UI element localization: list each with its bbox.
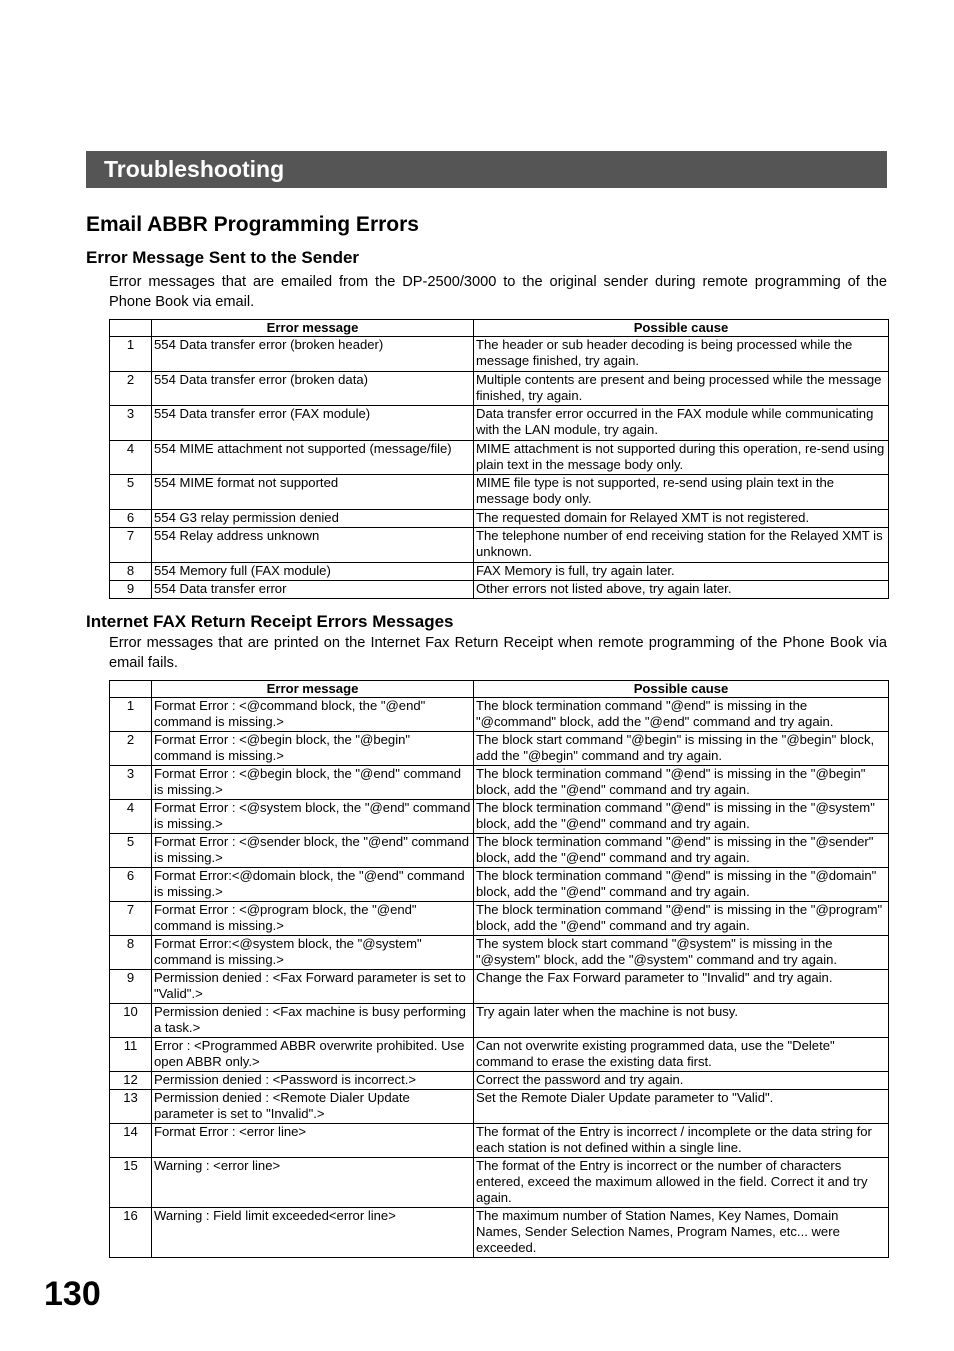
receipt-heading: Internet FAX Return Receipt Errors Messages [86, 612, 454, 631]
possible-cause-cell: The block start command "@begin" is missing in the "@begin" block, add the "@begin" command and try again. [474, 732, 889, 766]
row-number: 8 [110, 936, 152, 970]
sender-heading: Error Message Sent to the Sender [86, 248, 360, 267]
sender-error-table [109, 319, 889, 599]
row-number: 2 [110, 372, 152, 406]
error-message-cell: 554 Data transfer error (broken header) [152, 337, 474, 372]
possible-cause-cell: The telephone number of end receiving station for the Relayed XMT is unknown. [474, 528, 889, 563]
error-message-cell: Format Error : <@begin block, the "@end" command is missing.> [152, 766, 474, 800]
header-num [110, 320, 152, 337]
error-message-cell: 554 Memory full (FAX module) [152, 563, 474, 581]
table-row [110, 902, 889, 936]
table-row [110, 563, 889, 581]
error-message-cell: Permission denied : <Remote Dialer Update parameter is set to "Invalid".> [152, 1090, 474, 1124]
row-number: 14 [110, 1124, 152, 1158]
table-row [110, 1124, 889, 1158]
error-message-cell: 554 G3 relay permission denied [152, 510, 474, 528]
possible-cause-cell: The block termination command "@end" is missing in the "@domain" block, add the "@end" command and try again. [474, 868, 889, 902]
possible-cause-cell: Correct the password and try again. [474, 1072, 889, 1090]
possible-cause-cell: The requested domain for Relayed XMT is not registered. [474, 510, 889, 528]
error-message-cell: 554 Data transfer error (broken data) [152, 372, 474, 406]
section-banner: Troubleshooting [86, 151, 887, 188]
possible-cause-cell: Data transfer error occurred in the FAX module while communicating with the LAN module, try again. [474, 406, 889, 441]
possible-cause-cell: The header or sub header decoding is being processed while the message finished, try again. [474, 337, 889, 372]
row-number: 12 [110, 1072, 152, 1090]
row-number: 7 [110, 902, 152, 936]
possible-cause-cell: The maximum number of Station Names, Key Names, Domain Names, Sender Selection Names, Program Names, etc... were exceeded. [474, 1208, 889, 1258]
row-number: 6 [110, 510, 152, 528]
table-row [110, 834, 889, 868]
table-row [110, 510, 889, 528]
possible-cause-cell: Try again later when the machine is not busy. [474, 1004, 889, 1038]
row-number: 1 [110, 337, 152, 372]
row-number: 15 [110, 1158, 152, 1208]
possible-cause-cell: Set the Remote Dialer Update parameter to "Valid". [474, 1090, 889, 1124]
table-row [110, 1158, 889, 1208]
possible-cause-cell: The block termination command "@end" is missing in the "@program" block, add the "@end" command and try again. [474, 902, 889, 936]
table-row [110, 1208, 889, 1258]
error-message-cell: Format Error : <error line> [152, 1124, 474, 1158]
row-number: 10 [110, 1004, 152, 1038]
error-message-cell: Format Error : <@command block, the "@end" command is missing.> [152, 698, 474, 732]
error-message-cell: Format Error : <@system block, the "@end" command is missing.> [152, 800, 474, 834]
row-number: 4 [110, 441, 152, 475]
header-error-message: Error message [152, 681, 474, 698]
possible-cause-cell: Can not overwrite existing programmed data, use the "Delete" command to erase the existing data first. [474, 1038, 889, 1072]
receipt-error-table [109, 680, 889, 1258]
row-number: 3 [110, 766, 152, 800]
row-number: 9 [110, 581, 152, 599]
table-row [110, 936, 889, 970]
error-message-cell: Format Error:<@system block, the "@system" command is missing.> [152, 936, 474, 970]
table-row [110, 372, 889, 406]
error-message-cell: 554 Data transfer error [152, 581, 474, 599]
table-row [110, 1038, 889, 1072]
possible-cause-cell: The block termination command "@end" is missing in the "@command" block, add the "@end" command and try again. [474, 698, 889, 732]
possible-cause-cell: MIME file type is not supported, re-send using plain text in the message body only. [474, 475, 889, 510]
page-title: Email ABBR Programming Errors [86, 213, 419, 236]
table-row [110, 581, 889, 599]
table-row [110, 1072, 889, 1090]
table-row [110, 528, 889, 563]
possible-cause-cell: The format of the Entry is incorrect / incomplete or the data string for each station is not defined within a single line. [474, 1124, 889, 1158]
possible-cause-cell: The format of the Entry is incorrect or the number of characters entered, exceed the maximum allowed in the field. Correct it and try again. [474, 1158, 889, 1208]
row-number: 3 [110, 406, 152, 441]
error-message-cell: Format Error : <@sender block, the "@end" command is missing.> [152, 834, 474, 868]
error-message-cell: Permission denied : <Password is incorrect.> [152, 1072, 474, 1090]
sender-intro: Error messages that are emailed from the DP-2500/3000 to the original sender during remote programming of the Phone Book via email. [109, 274, 887, 310]
row-number: 5 [110, 475, 152, 510]
error-message-cell: 554 Relay address unknown [152, 528, 474, 563]
row-number: 8 [110, 563, 152, 581]
error-message-cell: Warning : <error line> [152, 1158, 474, 1208]
table-row [110, 732, 889, 766]
possible-cause-cell: MIME attachment is not supported during this operation, re-send using plain text in the message body only. [474, 441, 889, 475]
error-message-cell: Format Error : <@begin block, the "@begin" command is missing.> [152, 732, 474, 766]
table-row [110, 766, 889, 800]
row-number: 13 [110, 1090, 152, 1124]
row-number: 2 [110, 732, 152, 766]
row-number: 11 [110, 1038, 152, 1072]
table-header-row [110, 681, 889, 698]
error-message-cell: Permission denied : <Fax Forward parameter is set to "Valid".> [152, 970, 474, 1004]
error-message-cell: Warning : Field limit exceeded<error line> [152, 1208, 474, 1258]
possible-cause-cell: The block termination command "@end" is missing in the "@sender" block, add the "@end" command and try again. [474, 834, 889, 868]
table-row [110, 970, 889, 1004]
table-row [110, 1004, 889, 1038]
row-number: 1 [110, 698, 152, 732]
row-number: 4 [110, 800, 152, 834]
header-possible-cause: Possible cause [474, 681, 889, 698]
error-message-cell: 554 MIME attachment not supported (message/file) [152, 441, 474, 475]
possible-cause-cell: The block termination command "@end" is missing in the "@system" block, add the "@end" command and try again. [474, 800, 889, 834]
table-row [110, 441, 889, 475]
table-row [110, 698, 889, 732]
row-number: 6 [110, 868, 152, 902]
error-message-cell: 554 Data transfer error (FAX module) [152, 406, 474, 441]
row-number: 5 [110, 834, 152, 868]
row-number: 7 [110, 528, 152, 563]
row-number: 9 [110, 970, 152, 1004]
table-row [110, 406, 889, 441]
possible-cause-cell: The block termination command "@end" is missing in the "@begin" block, add the "@end" command and try again. [474, 766, 889, 800]
header-num [110, 681, 152, 698]
possible-cause-cell: Other errors not listed above, try again later. [474, 581, 889, 599]
header-possible-cause: Possible cause [474, 320, 889, 337]
table-header-row [110, 320, 889, 337]
error-message-cell: 554 MIME format not supported [152, 475, 474, 510]
page-number: 130 [44, 1275, 101, 1313]
table-row [110, 800, 889, 834]
header-error-message: Error message [152, 320, 474, 337]
table-row [110, 1090, 889, 1124]
possible-cause-cell: FAX Memory is full, try again later. [474, 563, 889, 581]
error-message-cell: Format Error:<@domain block, the "@end" command is missing.> [152, 868, 474, 902]
possible-cause-cell: Multiple contents are present and being processed while the message finished, try again. [474, 372, 889, 406]
possible-cause-cell: The system block start command "@system" is missing in the "@system" block, add the "@system" command and try again. [474, 936, 889, 970]
error-message-cell: Permission denied : <Fax machine is busy performing a task.> [152, 1004, 474, 1038]
possible-cause-cell: Change the Fax Forward parameter to "Invalid" and try again. [474, 970, 889, 1004]
error-message-cell: Error : <Programmed ABBR overwrite prohibited. Use open ABBR only.> [152, 1038, 474, 1072]
row-number: 16 [110, 1208, 152, 1258]
table-row [110, 337, 889, 372]
table-row [110, 868, 889, 902]
receipt-intro: Error messages that are printed on the Internet Fax Return Receipt when remote programming of the Phone Book via email fails. [109, 635, 887, 671]
error-message-cell: Format Error : <@program block, the "@end" command is missing.> [152, 902, 474, 936]
table-row [110, 475, 889, 510]
